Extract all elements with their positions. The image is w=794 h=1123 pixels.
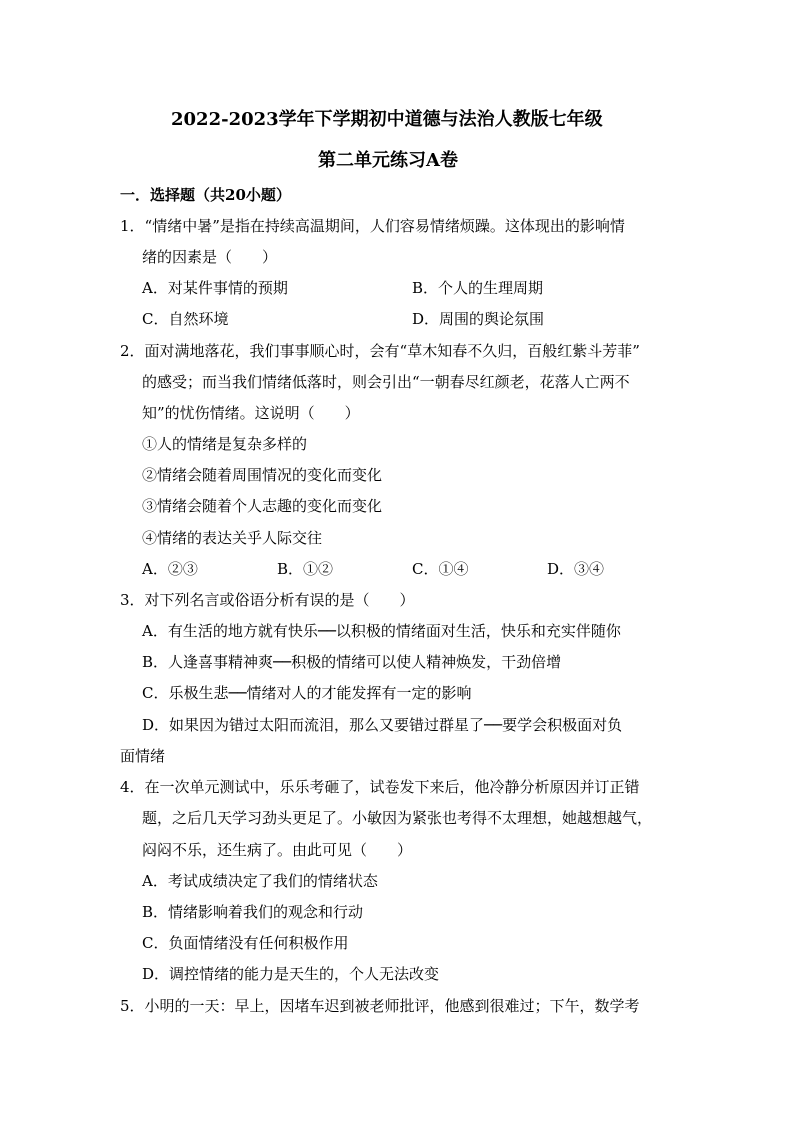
question-2-option-c: C．①④ [412,560,469,578]
exam-title-line-2: 第二单元练习A卷 [318,150,458,171]
question-1-option-a: A．对某件事情的预期 [142,279,288,297]
question-2-option-b: B．①② [277,560,334,578]
question-1-option-b: B．个人的生理周期 [412,279,544,297]
question-5-line-1: 5．小明的一天：早上，因堵车迟到被老师批评，他感到很难过；下午，数学考 [120,997,640,1015]
question-2-line-2: 的感受；而当我们情绪低落时，则会引出“一朝春尽红颜老，花落人亡两不 [142,373,630,391]
question-3-option-c: C．乐极生悲──情绪对人的才能发挥有一定的影响 [142,684,472,702]
question-3-option-d: D．如果因为错过太阳而流泪，那么又要错过群星了──要学会积极面对负 [142,716,623,734]
question-2-option-a: A．②③ [142,560,198,578]
question-4-line-3: 闷闷不乐，还生病了。由此可见（ ） [142,841,413,859]
question-4-option-b: B．情绪影响着我们的观念和行动 [142,903,364,921]
question-2-statement-3: ③情绪会随着个人志趣的变化而变化 [142,497,383,515]
question-2-statement-2: ②情绪会随着周围情况的变化而变化 [142,466,383,484]
section-heading: 一．选择题（共20小题） [120,186,291,204]
question-1-option-d: D．周围的舆论氛围 [412,310,545,328]
question-2-line-1: 2．面对满地落花，我们事事顺心时，会有“草木知春不久归，百般红紫斗芳菲” [120,342,640,360]
question-2-statement-4: ④情绪的表达关乎人际交往 [142,529,323,547]
question-1-option-c: C．自然环境 [142,310,229,328]
question-4-line-1: 4．在一次单元测试中，乐乐考砸了，试卷发下来后，他冷静分析原因并订正错 [120,778,640,796]
exam-title-line-1: 2022-2023学年下学期初中道德与法治人教版七年级 [171,109,603,130]
question-1-line-2: 绪的因素是（ ） [142,248,278,266]
question-4-option-c: C．负面情绪没有任何积极作用 [142,934,349,952]
question-3-line-1: 3．对下列名言或俗语分析有误的是（ ） [120,591,415,609]
question-4-option-a: A．考试成绩决定了我们的情绪状态 [142,872,378,890]
question-2-line-3: 知”的忧伤情绪。这说明（ ） [142,404,360,422]
question-4-line-2: 题，之后几天学习劲头更足了。小敏因为紧张也考得不太理想，她越想越气， [142,809,653,827]
question-3-option-a: A．有生活的地方就有快乐──以积极的情绪面对生活，快乐和充实伴随你 [142,622,621,640]
question-4-option-d: D．调控情绪的能力是天生的，个人无法改变 [142,965,440,983]
question-3-option-b: B．人逢喜事精神爽──积极的情绪可以使人精神焕发，干劲倍增 [142,653,562,671]
question-3-option-d-continued: 面情绪 [120,747,166,765]
question-2-option-d: D．③④ [547,560,605,578]
question-1-line-1: 1．“情绪中暑”是指在持续高温期间，人们容易情绪烦躁。这体现出的影响情 [120,217,625,235]
question-2-statement-1: ①人的情绪是复杂多样的 [142,435,308,453]
